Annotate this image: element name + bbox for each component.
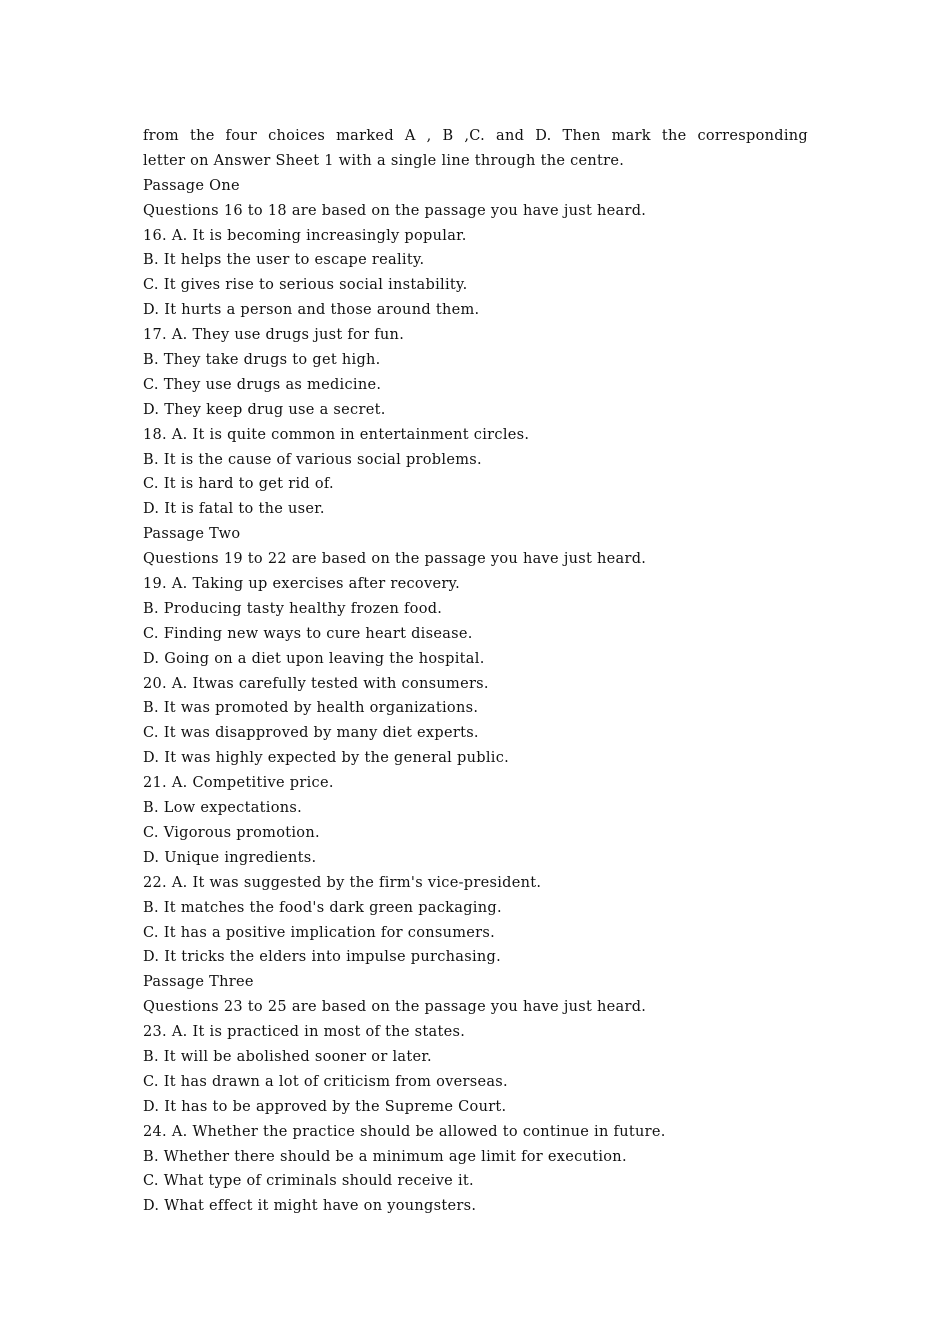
question-22-option-d: D. It tricks the elders into impulse purchasing.: [143, 949, 502, 966]
question-24-option-c: C. What type of criminals should receive it.: [143, 1173, 474, 1190]
question-21-option-a: 21. A. Competitive price.: [143, 775, 334, 792]
questions-intro: Questions 16 to 18 are based on the passage you have just heard.: [143, 202, 647, 219]
question-16-option-c: C. It gives rise to serious social instability.: [143, 277, 468, 294]
question-18-option-d: D. It is fatal to the user.: [143, 501, 325, 518]
question-19-option-d: D. Going on a diet upon leaving the hospital.: [143, 650, 485, 667]
instruction-line-2: letter on Answer Sheet 1 with a single line through the centre.: [143, 152, 625, 169]
question-21-option-d: D. Unique ingredients.: [143, 849, 317, 866]
question-17-option-a: 17. A. They use drugs just for fun.: [143, 327, 405, 344]
question-18-option-b: B. It is the cause of various social problems.: [143, 451, 482, 468]
question-24-option-b: B. Whether there should be a minimum age limit for execution.: [143, 1148, 627, 1165]
question-21-option-c: C. Vigorous promotion.: [143, 824, 320, 841]
question-20-option-d: D. It was highly expected by the general public.: [143, 750, 510, 767]
question-23-option-d: D. It has to be approved by the Supreme Court.: [143, 1098, 507, 1115]
question-18-option-a: 18. A. It is quite common in entertainment circles.: [143, 426, 530, 443]
question-23-option-b: B. It will be abolished sooner or later.: [143, 1048, 432, 1065]
question-22-option-a: 22. A. It was suggested by the firm's vice-president.: [143, 874, 542, 891]
question-17-option-b: B. They take drugs to get high.: [143, 352, 381, 369]
question-20-option-b: B. It was promoted by health organizations.: [143, 700, 479, 717]
question-21-option-b: B. Low expectations.: [143, 800, 303, 817]
question-22-option-b: B. It matches the food's dark green packaging.: [143, 899, 502, 916]
question-19-option-a: 19. A. Taking up exercises after recovery.: [143, 576, 461, 593]
question-16-option-a: 16. A. It is becoming increasingly popular.: [143, 227, 467, 244]
question-23-option-c: C. It has drawn a lot of criticism from overseas.: [143, 1073, 508, 1090]
document-page: [143, 124, 808, 1219]
question-24-option-d: D. What effect it might have on youngsters.: [143, 1198, 477, 1215]
questions-intro: Questions 19 to 22 are based on the passage you have just heard.: [143, 551, 647, 568]
question-19-option-b: B. Producing tasty healthy frozen food.: [143, 600, 443, 617]
question-19-option-c: C. Finding new ways to cure heart disease.: [143, 625, 473, 642]
question-17-option-c: C. They use drugs as medicine.: [143, 376, 382, 393]
questions-intro: Questions 23 to 25 are based on the passage you have just heard.: [143, 999, 647, 1016]
question-22-option-c: C. It has a positive implication for consumers.: [143, 924, 496, 941]
instruction-line-1: from the four choices marked A , B ,C. and D. Then mark the corresponding: [143, 128, 808, 144]
question-16-option-d: D. It hurts a person and those around them.: [143, 302, 480, 319]
question-23-option-a: 23. A. It is practiced in most of the states.: [143, 1024, 466, 1041]
passage-heading: Passage Two: [143, 526, 241, 543]
question-18-option-c: C. It is hard to get rid of.: [143, 476, 334, 493]
question-17-option-d: D. They keep drug use a secret.: [143, 401, 386, 418]
question-24-option-a: 24. A. Whether the practice should be allowed to continue in future.: [143, 1123, 666, 1140]
question-20-option-a: 20. A. Itwas carefully tested with consumers.: [143, 675, 489, 692]
passage-heading: Passage Three: [143, 974, 254, 991]
passage-heading: Passage One: [143, 177, 240, 194]
question-16-option-b: B. It helps the user to escape reality.: [143, 252, 425, 269]
question-20-option-c: C. It was disapproved by many diet experts.: [143, 725, 479, 742]
